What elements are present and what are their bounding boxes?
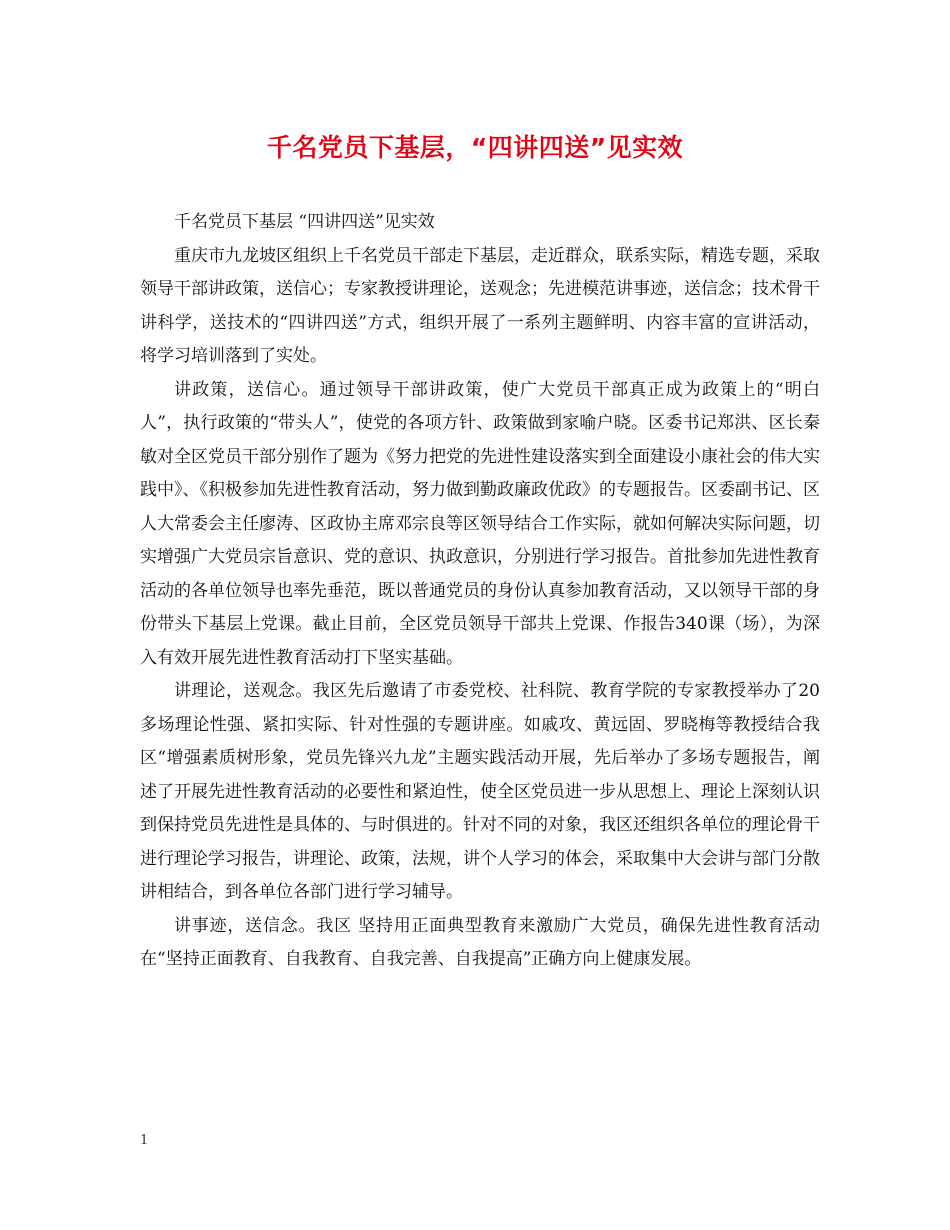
theory-paragraph: 讲理论，送观念。我区先后邀请了市委党校、社科院、教育学院的专家教授举办了20多场理论性强、紧扣实际、针对性强的专题讲座。如戚攻、黄远固、罗晓梅等教授结合我区“增强素质树形象，党员先锋兴九龙”主题实践活动开展，先后举办了多场专题报告，阐述了开展先进性教育活动的必要性和紧迫性，使全区党员进一步从思想上、理论上深刻认识到保持党员先进性是具体的、与时俱进的。针对不同的对象，我区还组织各单位的理论骨干进行理论学习报告，讲理论、政策，法规，讲个人学习的体会，采取集中大会讲与部门分散讲相结合，到各单位各部门进行学习辅导。 [140,681,820,902]
document-title: 千名党员下基层，“四讲四送”见实效 [266,133,684,162]
document-body [140,206,820,977]
page-number: 1 [140,1133,149,1148]
deeds-paragraph: 讲事迹，送信念。我区 坚持用正面典型教育来激励广大党员，确保先进性教育活动在“坚持正面教育、自我教育、自我完善、自我提高”正确方向上健康发展。 [140,915,820,969]
intro-paragraph: 重庆市九龙坡区组织上千名党员干部走下基层，走近群众，联系实际，精选专题，采取领导干部讲政策，送信心；专家教授讲理论，送观念；先进模范讲事迹，送信念；技术骨干讲科学，送技术的“四讲四送”方式，组织开展了一系列主题鲜明、内容丰富的宣讲活动，将学习培训落到了实处。 [140,245,820,366]
policy-paragraph: 讲政策，送信心。通过领导干部讲政策，使广大党员干部真正成为政策上的“明白人”，执行政策的“带头人”，使党的各项方针、政策做到家喻户晓。区委书记郑洪、区长秦敏对全区党员干部分别作了题为《努力把党的先进性建设落实到全面建设小康社会的伟大实践中》、《积极参加先进性教育活动，努力做到勤政廉政优政》的专题报告。区委副书记、区人大常委会主任廖涛、区政协主席邓宗良等区领导结合工作实际，就如何解决实际问题，切实增强广大党员宗旨意识、党的意识、执政意识，分别进行学习报告。首批参加先进性教育活动的各单位领导也率先垂范，既以普通党员的身份认真参加教育活动，又以领导干部的身份带头下基层上党课。截止目前，全区党员领导干部共上党课、作报告340课（场），为深入有效开展先进性教育活动打下坚实基础。 [140,379,820,668]
subtitle-paragraph: 千名党员下基层 “四讲四送”见实效 [174,212,435,232]
